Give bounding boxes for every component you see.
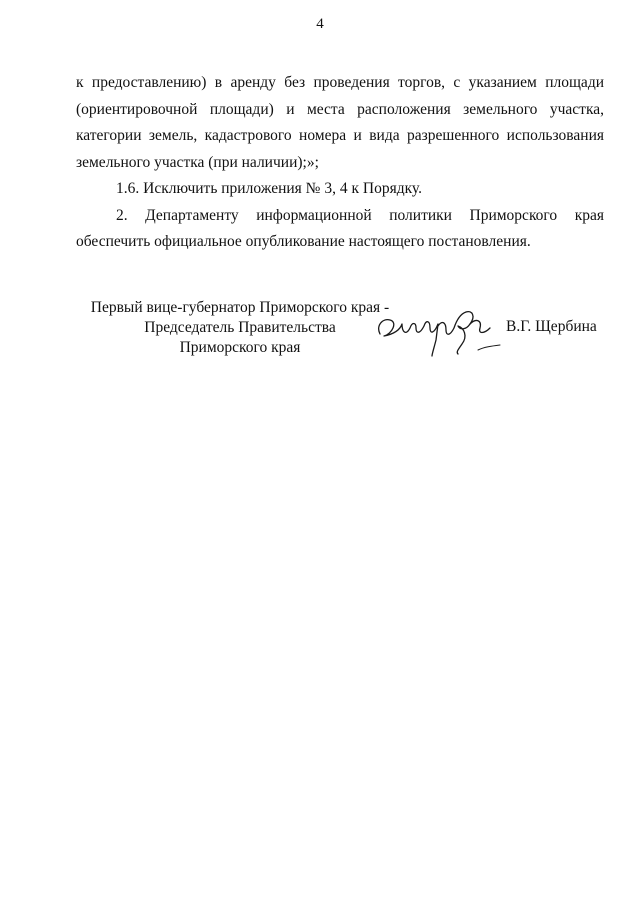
paragraph-continuation: к предоставлению) в аренду без проведения торгов, с указанием площади (ориентировочной площади) и места расположения земельного участка, категории земель, кадастрового номера и вида разрешенного использования земельного участка (при наличии);»;	[76, 74, 604, 171]
signer-position-line-3: Приморского края	[179, 339, 301, 356]
signer-position-line-1: Первый вице-губернатор Приморского края -	[90, 299, 390, 316]
signer-position	[90, 298, 390, 358]
signer-position-line-2: Председатель Правительства	[144, 319, 336, 336]
paragraph-item-2: 2. Департаменту информационной политики Приморского края обеспечить официальное опубликование настоящего постановления.	[76, 206, 604, 250]
signature-block	[0, 298, 640, 378]
page-number: 4	[316, 16, 324, 32]
signer-name: В.Г. Щербина	[506, 318, 597, 335]
handwritten-signature	[372, 300, 502, 362]
document-body	[76, 70, 604, 256]
paragraph-item-1-6: 1.6. Исключить приложения № 3, 4 к Порядку.	[116, 180, 422, 197]
